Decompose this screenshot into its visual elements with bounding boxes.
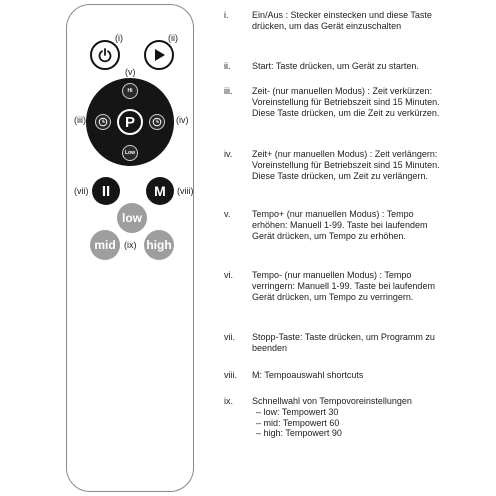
item-text: Ein/Aus : Stecker einstecken und diese Taste drücken, um das Gerät einzuschalten <box>252 10 432 31</box>
item-main-text: Schnellwahl von Tempovoreinstellungen <box>252 396 412 406</box>
item-text: Start: Taste drücken, um Gerät zu starten. <box>252 61 419 71</box>
label-iv: (iv) <box>176 115 189 125</box>
low-text: low <box>122 211 142 225</box>
power-button[interactable] <box>90 40 120 70</box>
label-ix: (ix) <box>124 240 137 250</box>
sub-item: – high: Tempowert 90 <box>256 428 342 439</box>
power-icon <box>97 47 113 63</box>
clock-icon <box>98 117 108 127</box>
stop-button[interactable] <box>92 177 120 205</box>
item-number: ii. <box>224 61 231 71</box>
sub-item: – mid: Tempowert 60 <box>256 417 340 428</box>
high-text: high <box>146 238 172 252</box>
high-button[interactable] <box>144 230 174 260</box>
play-icon <box>151 47 167 63</box>
hi-text: Hi <box>127 88 133 94</box>
play-button[interactable] <box>144 40 174 70</box>
time-up-button[interactable] <box>149 114 165 130</box>
item-number: viii. <box>224 370 237 380</box>
low-button[interactable] <box>117 203 147 233</box>
low-inner-text: Low <box>125 150 135 156</box>
label-v: (v) <box>125 67 136 77</box>
item-number: vii. <box>224 332 235 342</box>
sub-item: – low: Tempowert 30 <box>256 406 339 417</box>
item-text <box>252 396 448 439</box>
stop-text: II <box>101 182 111 200</box>
m-button[interactable] <box>146 177 174 205</box>
time-down-button[interactable] <box>95 114 111 130</box>
item-text: Tempo+ (nur manuellen Modus) : Tempo erhöhen: Manuell 1-99. Taste bei laufendem Gerät drücken, um Tempo zu erhöhen. <box>252 209 428 241</box>
item-number: vi. <box>224 270 233 280</box>
item-number: i. <box>224 10 229 20</box>
tempo-down-button[interactable] <box>122 145 138 161</box>
item-text: Zeit- (nur manuellen Modus) : Zeit verkürzen: Voreinstellung für Betriebszeit sind 15 Minuten. Diese Taste drücken, um die Zeit zu verkürzen. <box>252 86 440 118</box>
label-iii: (iii) <box>74 115 86 125</box>
item-text: Stopp-Taste: Taste drücken, um Programm zu beenden <box>252 332 435 353</box>
mid-button[interactable] <box>90 230 120 260</box>
p-logo-icon <box>117 109 143 135</box>
tempo-up-button[interactable] <box>122 83 138 99</box>
item-text: Zeit+ (nur manuellen Modus) : Zeit verlängern: Voreinstellung für Betriebszeit sind 15 Minuten. Diese Taste drücken, um Zeit zu verlängern. <box>252 149 440 181</box>
item-text: Tempo- (nur manuellen Modus) : Tempo verringern: Manuell 1-99. Taste bei laufendem Gerät drücken, um Tempo zu verringern. <box>252 270 435 302</box>
mid-text: mid <box>94 238 116 252</box>
item-number: iii. <box>224 86 233 96</box>
label-i: (i) <box>115 33 123 43</box>
label-vii: (vii) <box>74 186 89 196</box>
item-number: iv. <box>224 149 233 159</box>
p-text: P <box>124 113 135 131</box>
item-number: v. <box>224 209 231 219</box>
m-text: M <box>154 183 166 199</box>
item-number: ix. <box>224 396 233 406</box>
item-text: M: Tempoauswahl shortcuts <box>252 370 364 380</box>
label-ii: (ii) <box>168 33 178 43</box>
clock-icon <box>152 117 162 127</box>
label-viii: (viii) <box>177 186 194 196</box>
